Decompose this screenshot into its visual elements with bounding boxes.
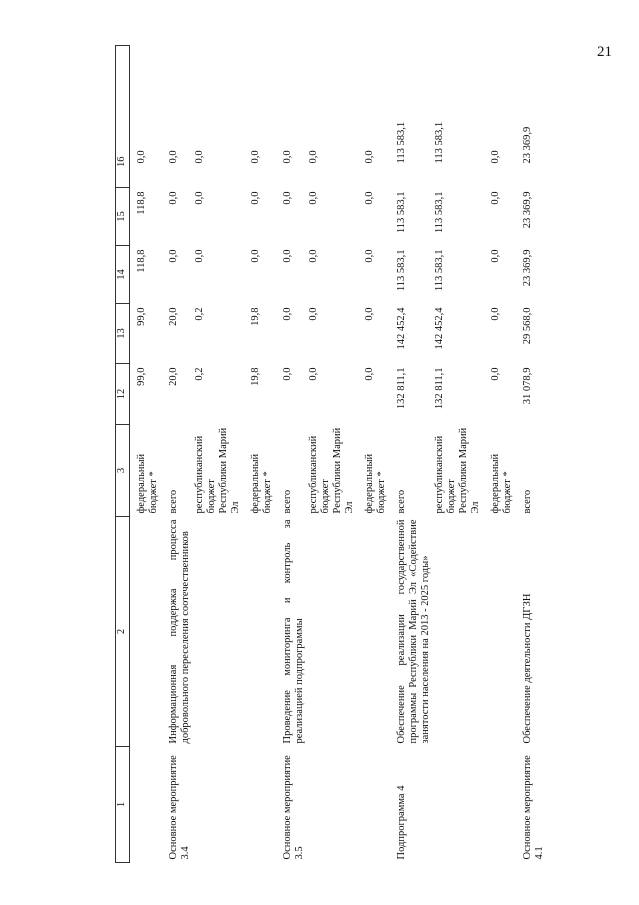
cell-funding-source: республиканский бюджет Республики Марий Эл [434, 427, 481, 514]
cell-value: 0,2 [194, 367, 205, 381]
cell-value: 0,0 [490, 367, 501, 381]
cell-value: 113 583,1 [396, 121, 407, 164]
cell-funding-source: всего [522, 489, 533, 514]
table-row [515, 46, 547, 863]
cell-program [307, 747, 357, 863]
cell-description: Проведение мониторинга и контроль за реализацией подпрограммы [282, 519, 305, 744]
cell-description: Обеспечение деятельности ДГЗН [522, 593, 533, 744]
cell-value: 113 583,1 [434, 191, 445, 234]
cell-value: 118,8 [136, 249, 147, 273]
cell-value: 0,0 [282, 150, 293, 164]
cell-value: 0,0 [364, 191, 375, 205]
table-row [389, 46, 433, 863]
cell-program [357, 747, 389, 863]
cell-description: Обеспечение реализации государственной программы Республики Марий Эл «Содействие занятости населения на 2013 - 2025 годы» [396, 519, 431, 744]
cell-description [307, 517, 357, 747]
cell-value: 19,8 [250, 367, 261, 386]
cell-value: 0,0 [168, 249, 179, 263]
table-row [357, 46, 389, 863]
cell-value: 0,0 [364, 150, 375, 164]
cell-program [243, 747, 275, 863]
cell-value: 0,0 [308, 150, 319, 164]
cell-value: 132 811,1 [434, 367, 445, 410]
cell-value: 0,0 [282, 367, 293, 381]
cell-description [433, 517, 483, 747]
cell-program: Подпрограмма 4 [396, 785, 407, 860]
cell-description [483, 517, 515, 747]
cell-value: 0,0 [308, 307, 319, 321]
cell-value: 0,0 [282, 249, 293, 263]
budget-table-rotated [115, 46, 545, 863]
cell-value: 113 583,1 [434, 249, 445, 292]
cell-program: Основное мероприятие 3.5 [282, 755, 305, 860]
cell-value: 99,0 [136, 307, 147, 326]
cell-description [243, 517, 275, 747]
cell-funding-source: всего [282, 489, 293, 514]
cell-value: 23 369,9 [522, 249, 533, 287]
cell-program [193, 747, 243, 863]
cell-description [357, 517, 389, 747]
cell-value: 0,0 [490, 150, 501, 164]
cell-value: 19,8 [250, 307, 261, 326]
cell-value: 23 369,9 [522, 191, 533, 229]
column-header: 15 [116, 188, 130, 246]
cell-value: 0,0 [250, 191, 261, 205]
cell-value: 0,0 [490, 249, 501, 263]
cell-value: 0,0 [194, 249, 205, 263]
cell-value: 0,0 [308, 191, 319, 205]
cell-value: 0,0 [250, 249, 261, 263]
cell-value: 0,0 [250, 150, 261, 164]
cell-value: 0,0 [308, 249, 319, 263]
column-header: 14 [116, 246, 130, 304]
table-row [130, 46, 162, 863]
column-header: 3 [116, 425, 130, 517]
cell-funding-source: республиканский бюджет Республики Марий Эл [194, 427, 241, 514]
cell-value: 0,0 [364, 249, 375, 263]
cell-value: 113 583,1 [434, 121, 445, 164]
table-row [483, 46, 515, 863]
column-header: 13 [116, 304, 130, 364]
cell-value: 0,0 [194, 150, 205, 164]
cell-funding-source: федеральный бюджет * [250, 453, 273, 514]
table-row [433, 46, 483, 863]
cell-value: 0,0 [194, 191, 205, 205]
table-row [275, 46, 307, 863]
budget-table [115, 45, 547, 863]
cell-value: 0,0 [364, 307, 375, 321]
cell-value: 0,0 [490, 307, 501, 321]
column-header: 12 [116, 364, 130, 425]
cell-value: 132 811,1 [396, 367, 407, 410]
cell-value: 0,0 [308, 367, 319, 381]
cell-value: 23 369,9 [522, 126, 533, 164]
cell-value: 99,0 [136, 367, 147, 386]
cell-funding-source: федеральный бюджет * [364, 453, 387, 514]
column-header: 16 [116, 46, 130, 188]
cell-value: 118,8 [136, 191, 147, 215]
cell-value: 0,0 [490, 191, 501, 205]
column-header: 2 [116, 517, 130, 747]
cell-funding-source: федеральный бюджет * [490, 453, 513, 514]
cell-program: Основное мероприятие 3.4 [168, 755, 191, 860]
cell-funding-source: республиканский бюджет Республики Марий Эл [308, 427, 355, 514]
cell-value: 0,0 [136, 150, 147, 164]
cell-value: 113 583,1 [396, 191, 407, 234]
table-row [161, 46, 193, 863]
cell-program [433, 747, 483, 863]
cell-value: 0,0 [364, 367, 375, 381]
cell-funding-source: федеральный бюджет * [136, 453, 159, 514]
cell-description [193, 517, 243, 747]
cell-value: 113 583,1 [396, 249, 407, 292]
page-number: 21 [597, 44, 612, 60]
cell-value: 20,0 [168, 367, 179, 386]
header-row [116, 46, 130, 863]
cell-program [130, 747, 162, 863]
cell-value: 0,0 [282, 307, 293, 321]
cell-value: 29 568,0 [522, 307, 533, 345]
cell-value: 0,0 [282, 191, 293, 205]
column-header: 1 [116, 747, 130, 863]
cell-value: 0,2 [194, 307, 205, 321]
cell-program: Основное мероприятие 4.1 [522, 755, 545, 860]
table-row [193, 46, 243, 863]
cell-value: 0,0 [168, 150, 179, 164]
cell-description: Информационная поддержка процесса добровольного переселения соотечественников [168, 519, 191, 744]
cell-funding-source: всего [168, 489, 179, 514]
table-row [243, 46, 275, 863]
cell-program [483, 747, 515, 863]
cell-value: 20,0 [168, 307, 179, 326]
cell-value: 31 078,9 [522, 367, 533, 405]
cell-description [130, 517, 162, 747]
cell-value: 142 452,4 [396, 307, 407, 350]
cell-value: 142 452,4 [434, 307, 445, 350]
table-row [307, 46, 357, 863]
cell-value: 0,0 [168, 191, 179, 205]
cell-funding-source: всего [396, 489, 407, 514]
